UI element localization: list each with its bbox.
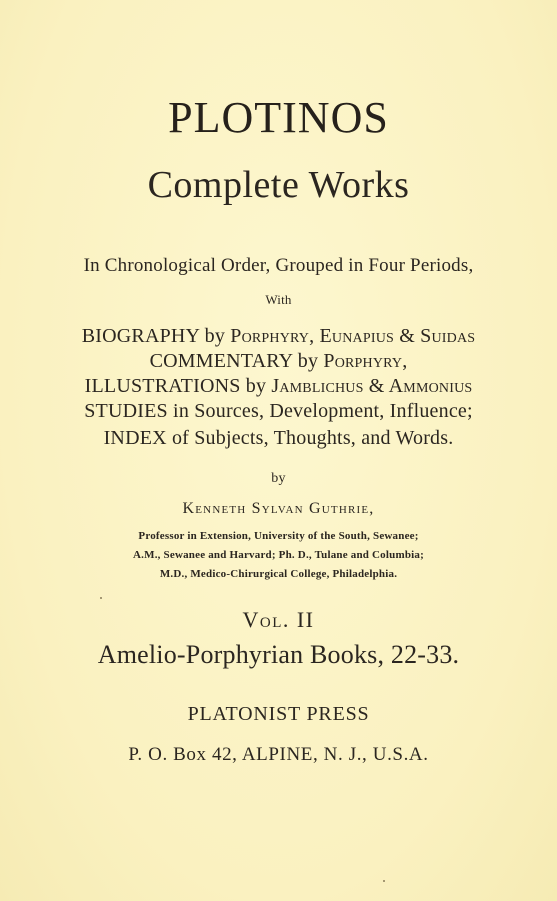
commentary-label: COMMENTARY by [149,350,324,372]
book-title: PLOTINOS [168,93,389,142]
books-range: Amelio-Porphyrian Books, 22-33. [97,640,460,669]
commentary-line [0,350,557,373]
studies-line: STUDIES in Sources, Development, Influence; [84,400,473,422]
biography-label: BIOGRAPHY by [81,325,231,347]
credential-line: A.M., Sewanee and Harvard; Ph. D., Tulane and Columbia; [133,549,424,561]
book-subtitle: Complete Works [147,164,410,206]
illustrations-line [0,375,557,398]
volume-number: Vol. II [242,607,315,632]
publisher-address: P. O. Box 42, ALPINE, N. J., U.S.A. [128,744,429,765]
biography-line [0,325,557,348]
by-line: by [271,471,286,486]
paper-speck [383,880,385,882]
biography-authors: Porphyry, Eunapius & Suidas [230,325,476,347]
index-line: INDEX of Subjects, Thoughts, and Words. [103,427,454,449]
illustrations-authors: Jamblichus & Ammonius [271,375,473,397]
order-line: In Chronological Order, Grouped in Four Periods, [83,255,474,276]
commentary-author: Porphyry, [323,350,408,372]
author-name: Kenneth Sylvan Guthrie, [182,500,375,517]
credential-line: Professor in Extension, University of the South, Sewanee; [138,530,419,542]
illustrations-label: ILLUSTRATIONS by [84,375,272,397]
paper-speck [100,597,102,599]
with-line: With [265,292,292,307]
credential-line: M.D., Medico-Chirurgical College, Philadelphia. [159,568,398,580]
publisher-name: PLATONIST PRESS [187,703,370,725]
